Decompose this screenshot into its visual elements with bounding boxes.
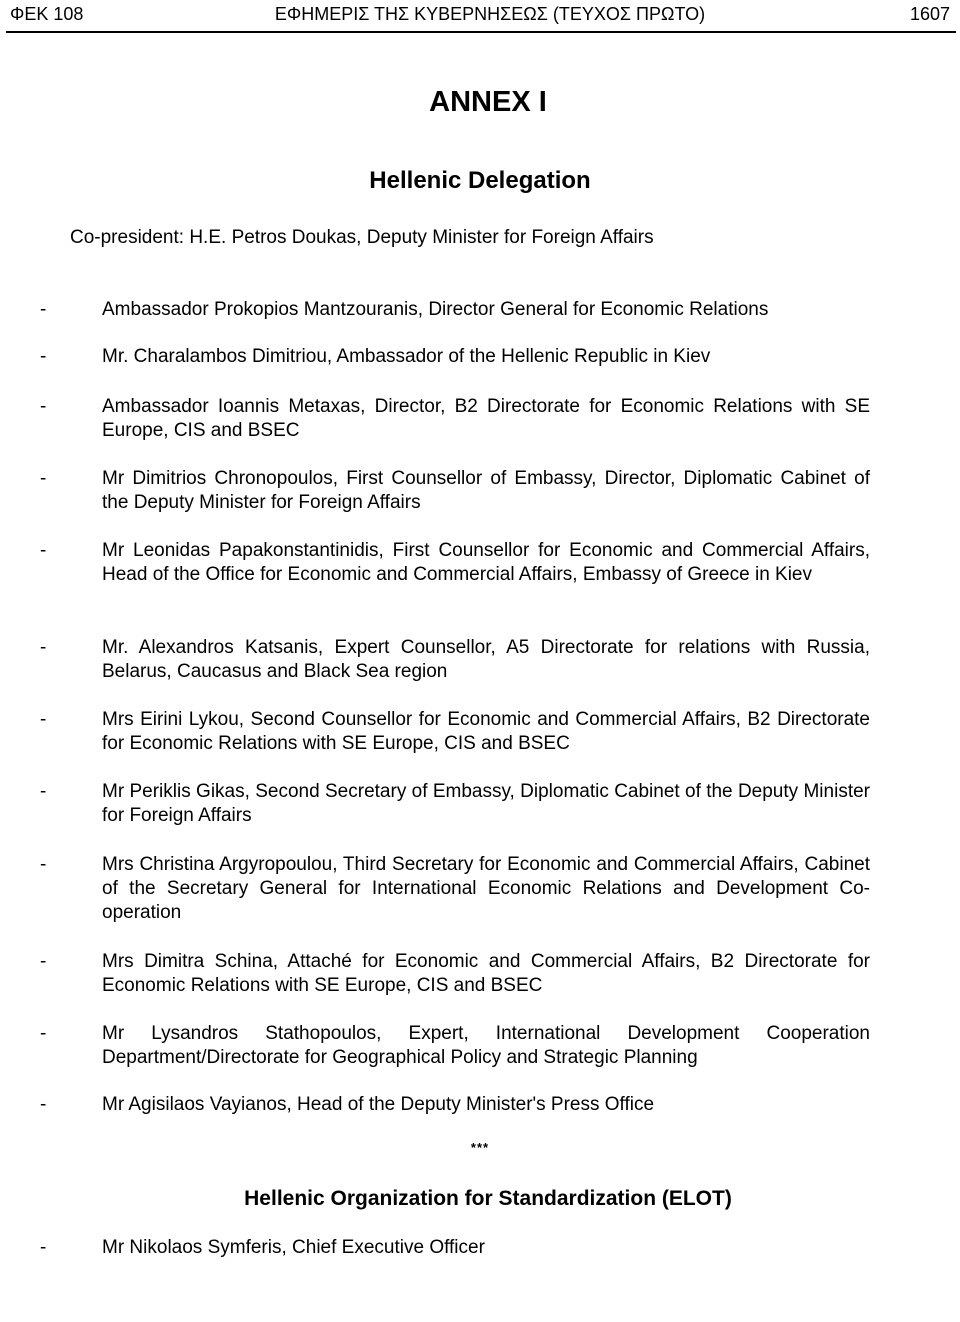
member-text: Mr. Charalambos Dimitriou, Ambassador of the Hellenic Republic in Kiev xyxy=(102,346,711,367)
annex-title: ANNEX I xyxy=(429,86,547,118)
list-item xyxy=(40,636,870,684)
list-item xyxy=(40,780,870,828)
list-dash: - xyxy=(40,1094,47,1115)
member-text: Mrs Christina Argyropoulou, Third Secretary for Economic and Commercial Affairs, Cabinet of the Secretary General for International Economic Relations and Development Co-operation xyxy=(102,854,870,923)
member-text: Mr Agisilaos Vayianos, Head of the Deputy Minister's Press Office xyxy=(102,1094,655,1115)
member-text: Mrs Eirini Lykou, Second Counsellor for Economic and Commercial Affairs, B2 Directorate for Economic Relations with SE Europe, CIS and BSEC xyxy=(102,709,870,754)
member-text: Mr. Alexandros Katsanis, Expert Counsellor, A5 Directorate for relations with Russia, Belarus, Caucasus and Black Sea region xyxy=(102,637,870,682)
member-text: Mr Leonidas Papakonstantinidis, First Counsellor for Economic and Commercial Affairs, Head of the Office for Economic and Commercial Affairs, Embassy of Greece in Kiev xyxy=(102,540,870,585)
member-text: Mrs Dimitra Schina, Attaché for Economic and Commercial Affairs, B2 Directorate for Economic Relations with SE Europe, CIS and BSEC xyxy=(102,951,870,996)
list-item xyxy=(40,298,870,322)
section-separator: *** xyxy=(470,1140,490,1155)
list-dash: - xyxy=(40,1237,47,1258)
list-dash: - xyxy=(40,781,47,802)
header-divider xyxy=(6,31,956,33)
member-text: Mr Nikolaos Symferis, Chief Executive Officer xyxy=(102,1237,485,1258)
list-dash: - xyxy=(40,854,47,875)
gazette-issue-number: ΦΕΚ 108 xyxy=(10,4,84,24)
list-dash: - xyxy=(40,468,47,489)
list-dash: - xyxy=(40,951,47,972)
list-dash: - xyxy=(40,540,47,561)
member-text: Mr Dimitrios Chronopoulos, First Counsellor of Embassy, Director, Diplomatic Cabinet of the Deputy Minister for Foreign Affairs xyxy=(102,468,870,513)
list-item xyxy=(40,950,870,998)
list-dash: - xyxy=(40,396,47,417)
gazette-title: ΕΦΗΜΕΡΙΣ ΤΗΣ ΚΥΒΕΡΝΗΣΕΩΣ (ΤΕΥΧΟΣ ΠΡΩΤΟ) xyxy=(274,4,706,24)
list-item xyxy=(40,345,870,369)
list-dash: - xyxy=(40,299,47,320)
list-item xyxy=(40,1236,870,1260)
list-dash: - xyxy=(40,346,47,367)
list-item xyxy=(40,467,870,515)
member-text: Ambassador Prokopios Mantzouranis, Director General for Economic Relations xyxy=(102,299,769,320)
delegation-heading: Hellenic Delegation xyxy=(369,167,591,194)
co-president-line: Co-president: H.E. Petros Doukas, Deputy Minister for Foreign Affairs xyxy=(70,227,654,248)
list-item xyxy=(40,1093,870,1117)
page-header xyxy=(10,4,954,30)
member-text: Mr Periklis Gikas, Second Secretary of Embassy, Diplomatic Cabinet of the Deputy Minister for Foreign Affairs xyxy=(102,781,870,826)
page-number: 1607 xyxy=(909,4,950,24)
elot-heading: Hellenic Organization for Standardization (ELOT) xyxy=(244,1187,732,1210)
list-item xyxy=(40,1022,870,1070)
list-item xyxy=(40,708,870,756)
member-text: Mr Lysandros Stathopoulos, Expert, International Development Cooperation Department/Directorate for Geographical Policy and Strategic Planning xyxy=(102,1023,870,1068)
list-item xyxy=(40,539,870,587)
list-item xyxy=(40,395,870,443)
list-dash: - xyxy=(40,709,47,730)
list-dash: - xyxy=(40,1023,47,1044)
list-dash: - xyxy=(40,637,47,658)
member-text: Ambassador Ioannis Metaxas, Director, B2 Directorate for Economic Relations with SE Europe, CIS and BSEC xyxy=(102,396,870,441)
list-item xyxy=(40,853,870,925)
